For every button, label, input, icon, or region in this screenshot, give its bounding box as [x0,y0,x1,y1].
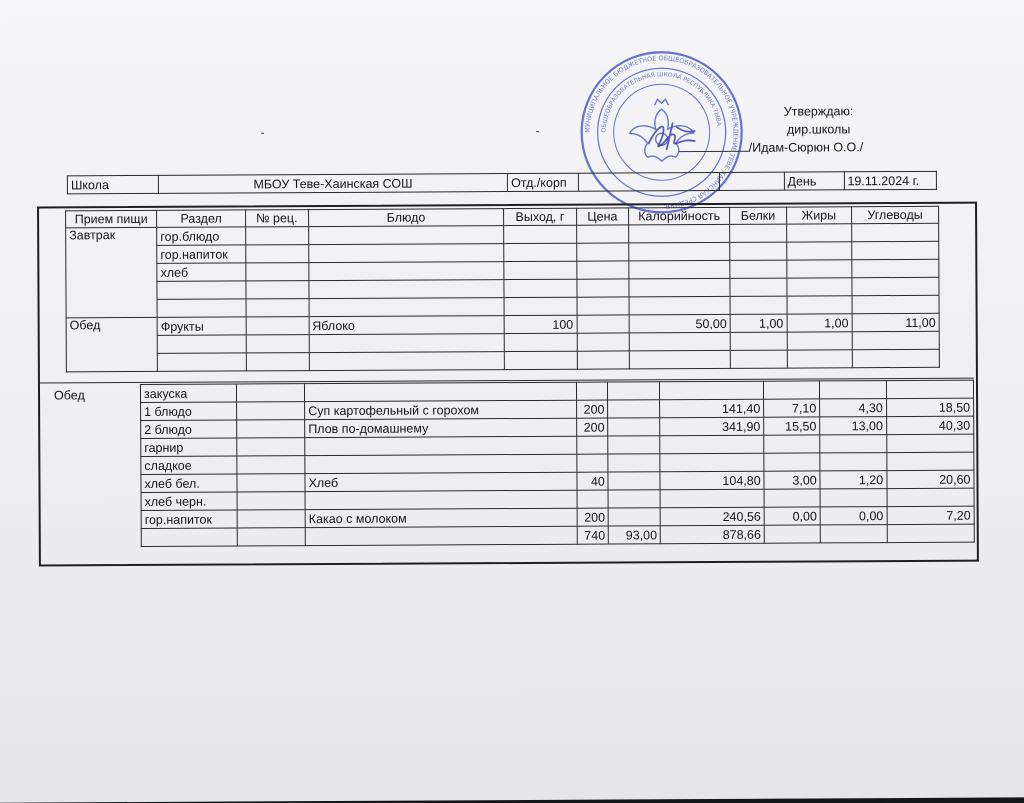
calories-cell: 240,56 [660,507,764,526]
recipe-cell [236,420,305,438]
svg-text:ОБЩЕОБРАЗОВАТЕЛЬНАЯ ШКОЛА РЕСП: ОБЩЕОБРАЗОВАТЕЛЬНАЯ ШКОЛА РЕСПУБЛИКА ТЫВА [600,71,723,133]
proteins-cell: 3,00 [764,471,820,489]
total-output: 740 [577,526,608,544]
dish-cell [305,436,577,455]
dish-cell: Какао с молоком [305,508,577,527]
total-row [141,524,974,546]
dish-cell [305,490,577,509]
col-dish: Блюдо [308,209,504,227]
price-cell [608,490,660,508]
empty-cell [141,528,237,547]
proteins-cell: 7,10 [764,399,820,417]
school-info-table [67,171,937,195]
lunch-table [140,380,975,547]
proteins-cell [764,489,820,507]
carbs-cell: 18,50 [886,398,973,416]
approval-heading: Утверждаю: [783,104,854,119]
approval-position: дир.школы [786,122,851,137]
output-cell: 200 [577,508,608,526]
col-output: Выход, г [504,208,576,225]
approval-block [738,102,898,157]
dept-label: Отд./корп [508,173,579,191]
output-cell: 200 [577,400,608,418]
meal-breakfast: Завтрак [66,227,158,317]
empty-cell [719,172,784,190]
section-cell: закуска [140,384,236,403]
dish-cell: Яблоко [309,316,505,335]
output-cell: 200 [577,418,608,436]
section-cell: гарнир [141,438,237,457]
recipe-cell [237,492,306,510]
proteins-cell [764,435,820,453]
col-recipe: № рец. [245,210,308,227]
dish-cell: Суп картофельный с горохом [305,400,577,419]
price-cell [608,508,660,526]
price-cell [608,382,660,400]
fats-cell: 0,00 [820,507,887,525]
carbs-cell: 7,20 [887,506,974,524]
dash-mark: - [260,125,265,140]
col-meal: Прием пищи [66,210,157,227]
carbs-cell [887,488,974,506]
section-cell: Фрукты [157,317,246,335]
fats-cell [820,453,887,471]
fats-cell: 4,30 [820,399,887,417]
empty-cell [887,524,974,542]
total-price: 93,00 [609,526,661,544]
approval-signer: /Идам-Сюрюн О.О./ [749,138,899,157]
fats-cell [820,489,887,507]
price-cell [608,472,660,490]
empty-cell [305,526,577,545]
col-carbs: Углеводы [851,206,938,223]
dish-cell [305,382,577,401]
fats-cell: 1,20 [820,471,887,489]
price-cell [608,436,660,454]
output-cell [577,382,608,400]
carbs-cell: 11,00 [852,313,939,331]
calories-cell: 341,90 [660,417,764,436]
table-row [66,349,939,372]
col-section: Раздел [157,210,246,227]
empty-cell [764,525,820,543]
proteins-cell [764,453,820,471]
col-price: Цена [576,208,629,225]
empty-cell [820,525,887,543]
date-value: 19.11.2024 г. [844,171,937,189]
section-cell: хлеб бел. [141,474,237,493]
menu-table [65,206,940,373]
total-calories: 878,66 [661,525,765,544]
output-cell: 40 [577,472,608,490]
proteins-cell [764,381,820,399]
section-cell: 2 блюдо [141,420,237,439]
carbs-cell: 20,60 [887,470,974,488]
col-proteins: Белки [730,207,787,224]
output-cell [577,454,608,472]
proteins-cell: 1,00 [730,314,787,332]
fats-cell [820,435,887,453]
fats-cell: 13,00 [820,417,887,435]
section-cell: гор.напиток [141,510,237,529]
svg-text:МУНИЦИПАЛЬНОЕ БЮДЖЕТНОЕ ОБЩЕОБ: МУНИЦИПАЛЬНОЕ БЮДЖЕТНОЕ ОБЩЕОБРАЗОВАТЕЛЬНОЕ УЧРЕЖДЕНИЕ ТЕВЕ-ХАИНСКАЯ СРЕДНЯЯ [583,54,740,211]
empty-cell [237,528,306,546]
calories-cell [660,489,764,508]
proteins-cell: 0,00 [764,507,820,525]
section-cell: 1 блюдо [141,402,237,421]
carbs-cell: 40,30 [886,416,973,434]
price-cell [608,454,660,472]
recipe-cell [236,402,305,420]
dash-mark: - [535,123,540,138]
meal-lunch: Обед [66,317,157,371]
recipe-cell [236,474,305,492]
col-calories: Калорийность [629,207,730,225]
dept-value [578,172,719,191]
calories-cell: 50,00 [629,314,730,333]
section-cell: гор.блюдо [157,227,246,245]
recipe-cell [236,384,305,402]
section-cell: гор.напиток [157,245,246,263]
dish-cell [305,454,577,473]
carbs-cell [887,452,974,470]
carbs-cell [886,380,973,398]
output-cell [577,490,608,508]
dish-cell: Плов по-домашнему [305,418,577,437]
recipe-cell [236,456,305,474]
section-cell: сладкое [141,456,237,475]
recipe-cell [236,438,305,456]
section-cell: хлеб [157,263,246,281]
calories-cell [660,381,764,400]
school-name: МБОУ Теве-Хаинская СОШ [158,174,507,194]
school-label: Школа [67,175,158,193]
meal-lunch-2: Обед [53,388,85,403]
output-cell: 100 [504,315,576,333]
price-cell [608,400,660,418]
day-label: День [784,172,844,190]
output-cell [577,436,608,454]
calories-cell [660,453,764,472]
calories-cell: 104,80 [660,471,764,490]
fats-cell: 1,00 [787,314,852,332]
calories-cell: 141,40 [660,399,764,418]
recipe-cell [237,510,306,528]
col-fats: Жиры [786,207,851,224]
carbs-cell [886,434,973,452]
dish-cell: Хлеб [305,472,577,491]
section-cell: хлеб черн. [141,492,237,511]
price-cell [608,418,660,436]
fats-cell [820,381,887,399]
calories-cell [660,435,764,454]
proteins-cell: 15,50 [764,417,820,435]
round-seal-stamp [576,47,747,218]
